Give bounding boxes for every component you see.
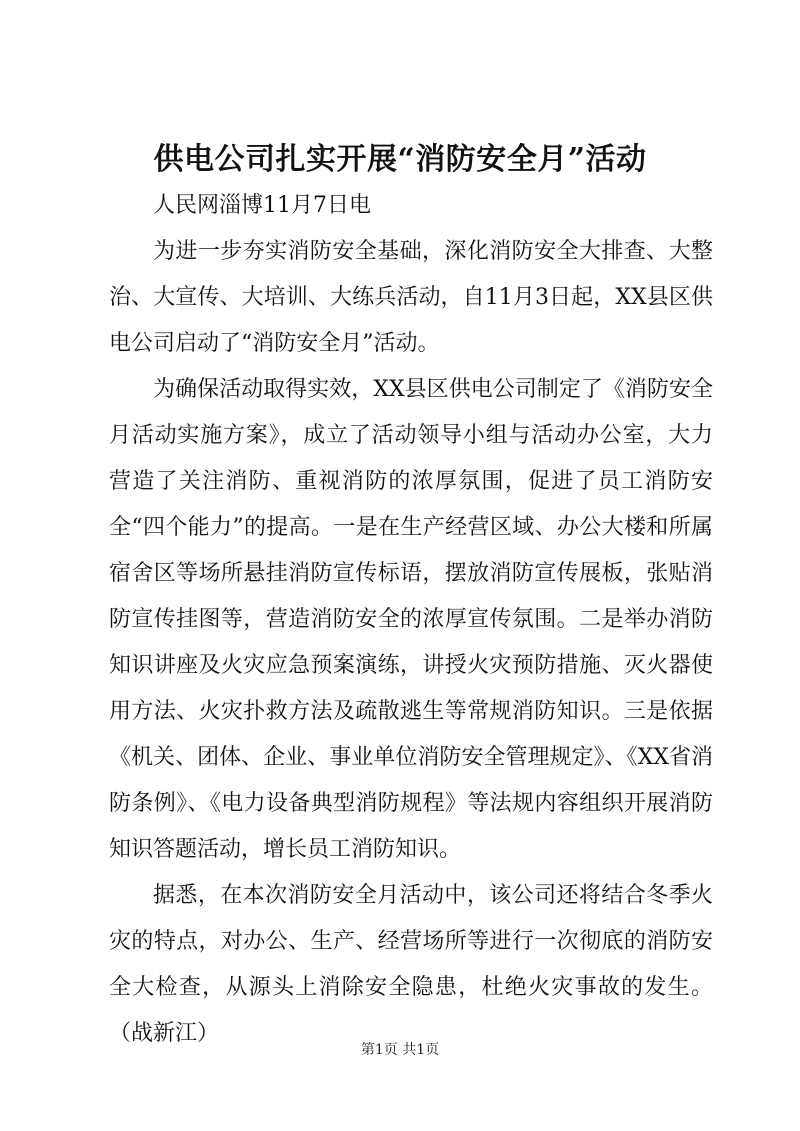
document-title: 供电公司扎实开展“消防安全月”活动 [153, 142, 647, 177]
page-footer: 第1页 共1页 [360, 1042, 440, 1058]
paragraph-1: 为进一步夯实消防安全基础，深化消防安全大排查、大整治、大宣传、大培训、大练兵活动，自11月3日起，XX县区供电公司启动了“消防安全月”活动。 [109, 239, 713, 356]
document-body [109, 183, 713, 1057]
paragraph-3: 据悉，在本次消防安全月活动中，该公司还将结合冬季火灾的特点，对办公、生产、经营场所等进行一次彻底的消防安全大检查，从源头上消除安全隐患，杜绝火灾事故的发生。（战新江） [109, 883, 713, 1046]
paragraph-2: 为确保活动取得实效，XX县区供电公司制定了《消防安全月活动实施方案》，成立了活动领导小组与活动办公室，大力营造了关注消防、重视消防的浓厚氛围，促进了员工消防安全“四个能力”的提高。一是在生产经营区域、办公大楼和所属宿舍区等场所悬挂消防宣传标语，摆放消防宣传展板，张贴消防宣传挂图等，营造消防安全的浓厚宣传氛围。二是举办消防知识讲座及火灾应急预案演练，讲授火灾预防措施、灭火器使用方法、火灾扑救方法及疏散逃生等常规消防知识。三是依据《机关、团体、企业、事业单位消防安全管理规定》、《XX省消防条例》、《电力设备典型消防规程》等法规内容组织开展消防知识答题活动，增长员工消防知识。 [109, 377, 713, 862]
dateline: 人民网淄博11月7日电 [153, 193, 371, 218]
